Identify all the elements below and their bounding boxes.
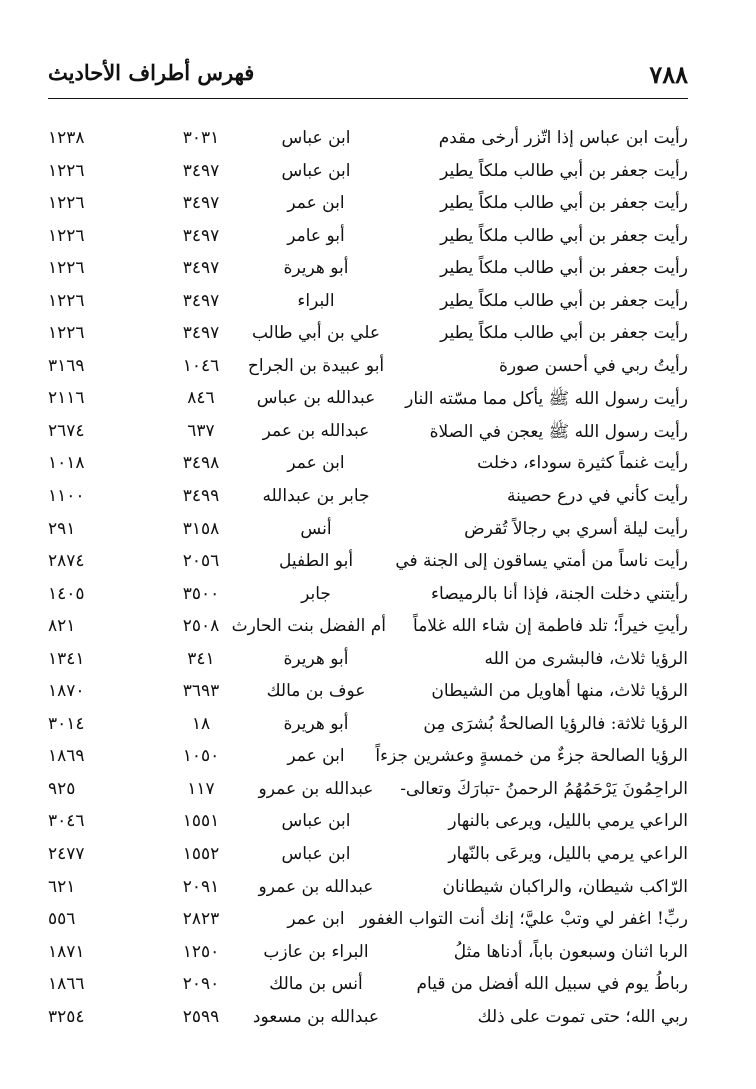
entry-narrator: ابن عمر <box>287 453 345 474</box>
entry-page-number: ٣٠١٤ <box>48 713 85 734</box>
entry-hadith-number: ١٠٥٠ <box>182 746 220 767</box>
entry-narrator: ابن عمر <box>287 909 345 930</box>
entry-narrator: ابن عمر <box>287 746 345 767</box>
entry-narrator: عبدالله بن عباس <box>256 388 376 409</box>
index-entry <box>48 319 688 352</box>
entry-text: رأيت جعفر بن أبي طالب ملكاً يطير <box>440 258 688 279</box>
index-entry <box>48 807 688 840</box>
index-entry <box>48 547 688 580</box>
index-entry <box>48 287 688 320</box>
entry-text: الراعي يرمي بالليل، ويرعى بالنهار <box>448 811 688 832</box>
entry-narrator: البراء <box>297 290 335 311</box>
entry-narrator: أبو عبيدة بن الجراح <box>247 355 385 376</box>
entry-hadith-number: ٣٦٩٣ <box>182 681 220 702</box>
entry-page-number: ١٨٧١ <box>48 941 85 962</box>
entry-page-number: ١٢٢٦ <box>48 193 85 214</box>
entry-narrator: عبدالله بن عمرو <box>258 778 374 799</box>
index-entry <box>48 1003 688 1036</box>
index-entry <box>48 645 688 678</box>
entry-narrator: عوف بن مالك <box>266 681 366 702</box>
entry-hadith-number: ١٥٥١ <box>182 811 220 832</box>
entry-narrator: ابن عباس <box>281 128 351 148</box>
entry-page-number: ١١٠٠ <box>48 486 85 507</box>
entry-page-number: ١٢٣٨ <box>48 128 85 148</box>
entry-page-number: ٢١١٦ <box>48 388 85 409</box>
entry-text: الرؤيا ثلاثة: فالرؤيا الصالحةُ بُشرَى مِن <box>423 713 688 734</box>
index-entry <box>48 449 688 482</box>
index-entry <box>48 742 688 775</box>
entry-narrator: ابن عباس <box>281 160 351 181</box>
entry-text: الرّاكب شيطان، والراكبان شيطانان <box>442 876 688 897</box>
entry-narrator: أنس <box>300 518 332 539</box>
entry-narrator: جابر <box>301 583 331 604</box>
entry-hadith-number: ١٨ <box>191 713 211 734</box>
index-entry <box>48 352 688 385</box>
entry-page-number: ١٣٤١ <box>48 648 85 669</box>
entry-text: الراحِمُونَ يَرْحَمُهُمُ الرحمنُ -تبارَكَ وتعالى- <box>400 778 688 799</box>
entry-text: رباطُ يوم في سبيل الله أفضل من قيام <box>416 974 688 995</box>
entry-page-number: ٣١٦٩ <box>48 355 85 376</box>
index-entry <box>48 124 688 157</box>
entry-hadith-number: ٣٤٩٨ <box>182 453 220 474</box>
index-entry <box>48 384 688 417</box>
entry-hadith-number: ١٢٥٠ <box>182 941 220 962</box>
entry-text: رأيت جعفر بن أبي طالب ملكاً يطير <box>440 290 688 311</box>
entry-page-number: ٣٢٥٤ <box>48 1006 85 1027</box>
entry-page-number: ٨٢١ <box>48 616 76 637</box>
entry-text: ربي الله؛ حتى تموت على ذلك <box>477 1006 688 1027</box>
entry-page-number: ٦٢١ <box>48 876 76 897</box>
index-entry <box>48 580 688 613</box>
entry-page-number: ١٢٢٦ <box>48 160 85 181</box>
entry-narrator: أبو هريرة <box>283 713 349 734</box>
entry-hadith-number: ٢٠٩٠ <box>182 974 220 995</box>
entry-page-number: ٢٨٧٤ <box>48 551 85 572</box>
index-entry <box>48 482 688 515</box>
entry-hadith-number: ٣٤٩٧ <box>182 323 220 344</box>
entry-narrator: علي بن أبي طالب <box>251 323 381 344</box>
entry-narrator: عبدالله بن عمرو <box>258 876 374 897</box>
entry-text: رأيت ابن عباس إذا اتّزر أرخى مقدم <box>438 128 688 148</box>
entry-hadith-number: ٣٤٩٩ <box>182 486 220 507</box>
entry-hadith-number: ٣٤٩٧ <box>182 193 220 214</box>
entry-narrator: البراء بن عازب <box>263 941 369 962</box>
entry-page-number: ١٢٢٦ <box>48 290 85 311</box>
entry-narrator: أبو هريرة <box>283 648 349 669</box>
entry-hadith-number: ٣١٥٨ <box>182 518 220 539</box>
entry-text: الرؤيا ثلاث، فالبشرى من الله <box>484 648 688 669</box>
entry-hadith-number: ٨٤٦ <box>187 388 215 409</box>
index-entry <box>48 905 688 938</box>
entry-text: رأيت كأني في درع حصينة <box>507 486 688 507</box>
entry-page-number: ١٢٢٦ <box>48 225 85 246</box>
index-entry <box>48 157 688 190</box>
entry-text: رأيت ناساً من أمتي يساقون إلى الجنة في <box>395 551 688 572</box>
entry-page-number: ١٨٦٩ <box>48 746 85 767</box>
entry-hadith-number: ١٠٤٦ <box>182 355 220 376</box>
index-entry <box>48 970 688 1003</box>
page-header <box>48 56 688 96</box>
entry-hadith-number: ٣٥٠٠ <box>182 583 220 604</box>
entry-hadith-number: ٢٨٢٣ <box>182 909 220 930</box>
entry-hadith-number: ٣٤٩٧ <box>182 290 220 311</box>
entry-hadith-number: ٢٠٥٦ <box>182 551 220 572</box>
entry-page-number: ٢٦٧٤ <box>48 420 85 441</box>
entry-narrator: أم الفضل بنت الحارث <box>231 616 386 637</box>
entry-page-number: ١٢٢٦ <box>48 323 85 344</box>
entry-text: الراعي يرمي بالليل، ويرعَى بالنّهار <box>448 844 688 865</box>
entry-hadith-number: ٢٥٩٩ <box>182 1006 220 1027</box>
entry-narrator: ابن عباس <box>281 844 351 865</box>
entry-hadith-number: ٢٠٩١ <box>182 876 220 897</box>
hadith-index-list <box>48 124 688 1035</box>
entry-narrator: أبو عامر <box>287 225 345 246</box>
entry-narrator: عبدالله بن عمر <box>262 420 370 441</box>
entry-text: رأيت رسول الله ﷺ يعجن في الصلاة <box>429 421 688 442</box>
entry-hadith-number: ٣٤١ <box>187 648 215 669</box>
entry-hadith-number: ١٥٥٢ <box>182 844 220 865</box>
entry-narrator: ابن عمر <box>287 193 345 214</box>
header-rule <box>48 98 688 99</box>
entry-page-number: ١٨٦٦ <box>48 974 85 995</box>
index-entry <box>48 677 688 710</box>
entry-page-number: ٢٤٧٧ <box>48 844 85 865</box>
entry-page-number: ٢٩١ <box>48 518 76 539</box>
index-entry <box>48 222 688 255</box>
entry-text: رأيت رسول الله ﷺ يأكل مما مسّته النار <box>405 389 688 410</box>
index-entry <box>48 710 688 743</box>
entry-hadith-number: ١١٧ <box>187 778 215 799</box>
index-entry <box>48 612 688 645</box>
entry-narrator: أبو الطفيل <box>278 551 354 572</box>
entry-text: رأيتني دخلت الجنة، فإذا أنا بالرميصاء <box>431 583 688 604</box>
entry-text: رأيت ليلة أسري بي رجالاً تُقرض <box>464 518 688 539</box>
entry-hadith-number: ٣٤٩٧ <box>182 258 220 279</box>
index-entry <box>48 515 688 548</box>
entry-page-number: ١٨٧٠ <box>48 681 85 702</box>
index-entry <box>48 840 688 873</box>
index-entry <box>48 775 688 808</box>
entry-page-number: ٥٥٦ <box>48 909 76 930</box>
entry-text: رأيتُ ربي في أحسن صورة <box>498 355 688 376</box>
entry-hadith-number: ٣٠٣١ <box>182 128 220 148</box>
entry-text: الربا اثنان وسبعون باباً، أدناها مثلُ <box>453 941 688 962</box>
index-entry <box>48 254 688 287</box>
entry-text: رأيت غنماً كثيرة سوداء، دخلت <box>477 453 688 474</box>
entry-page-number: ٩٢٥ <box>48 778 76 799</box>
entry-narrator: أنس بن مالك <box>269 974 363 995</box>
entry-page-number: ١٠١٨ <box>48 453 85 474</box>
entry-page-number: ٣٠٤٦ <box>48 811 85 832</box>
entry-text: رأيت جعفر بن أبي طالب ملكاً يطير <box>440 160 688 181</box>
running-title: فهرس أطراف الأحاديث <box>48 60 255 85</box>
entry-text: الرؤيا الصالحة جزءٌ من خمسةٍ وعشرين جزءاً <box>375 746 688 767</box>
entry-hadith-number: ٢٥٠٨ <box>182 616 220 637</box>
entry-text: رأيت جعفر بن أبي طالب ملكاً يطير <box>440 323 688 344</box>
entry-narrator: عبدالله بن مسعود <box>252 1006 380 1027</box>
entry-text: ربِّ! اغفر لي وتبْ عليَّ؛ إنك أنت التواب الغفور <box>359 909 688 930</box>
entry-hadith-number: ٦٣٧ <box>187 420 215 441</box>
entry-text: رأيتِ خيراً؛ تلد فاطمة إن شاء الله غلاماً <box>413 616 688 637</box>
entry-page-number: ١٢٢٦ <box>48 258 85 279</box>
index-entry <box>48 938 688 971</box>
entry-narrator: ابن عباس <box>281 811 351 832</box>
entry-narrator: جابر بن عبدالله <box>262 486 370 507</box>
index-entry <box>48 417 688 450</box>
entry-hadith-number: ٣٤٩٧ <box>182 160 220 181</box>
index-entry <box>48 189 688 222</box>
entry-narrator: أبو هريرة <box>283 258 349 279</box>
entry-page-number: ١٤٠٥ <box>48 583 85 604</box>
entry-text: رأيت جعفر بن أبي طالب ملكاً يطير <box>440 193 688 214</box>
entry-text: رأيت جعفر بن أبي طالب ملكاً يطير <box>440 225 688 246</box>
entry-text: الرؤيا ثلاث، منها أهاويل من الشيطان <box>431 681 688 702</box>
index-entry <box>48 873 688 906</box>
page-number: ٧٨٨ <box>649 60 688 89</box>
entry-hadith-number: ٣٤٩٧ <box>182 225 220 246</box>
